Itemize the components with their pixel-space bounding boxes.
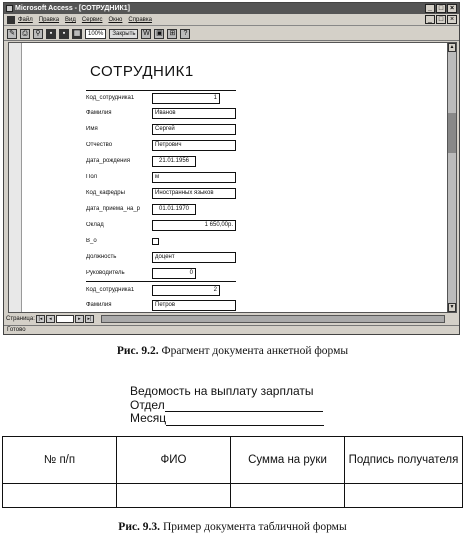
month-label: Месяц (130, 411, 167, 425)
field-row (86, 123, 236, 135)
field-label: Отчество (86, 142, 113, 148)
office-links-icon[interactable]: W (143, 29, 150, 37)
field-value: 0 (152, 268, 196, 279)
month-line (130, 412, 324, 426)
header-amount: Сумма на руки (231, 437, 345, 484)
new-object-icon[interactable]: ⊞ (167, 29, 177, 39)
toolbar (4, 27, 459, 41)
menu-view[interactable]: Вид (65, 17, 76, 23)
field-value: доцент (152, 252, 236, 263)
field-label: Фамилия (86, 110, 112, 116)
close-preview-button[interactable]: Закрыть (109, 29, 138, 39)
header-number: № п/п (3, 437, 117, 484)
design-view-icon[interactable]: ✎ (7, 29, 17, 39)
checkbox (152, 238, 159, 245)
form-title: СОТРУДНИК1 (90, 63, 194, 80)
dept-line (130, 399, 324, 413)
table-cell (345, 484, 463, 508)
window-title: Microsoft Access - [СОТРУДНИК1] (15, 5, 131, 12)
statement-header (130, 385, 324, 426)
caption-text: Пример документа табличной формы (162, 521, 347, 533)
header-name: ФИО (117, 437, 231, 484)
field-row (86, 187, 236, 199)
header-signature: Подпись получателя (345, 437, 463, 484)
field-value: Петрович (152, 140, 236, 151)
multiple-pages-icon[interactable]: ▦ (73, 29, 81, 37)
caption-number: Рис. 9.2. (116, 345, 159, 357)
minimize-button[interactable]: _ (425, 4, 435, 13)
field-value: 1 (152, 93, 220, 104)
menu-bar (4, 14, 459, 26)
field-row (86, 219, 236, 231)
field-label: Дата_приема_на_р (86, 206, 141, 212)
table-header-row (3, 437, 463, 484)
field-row (86, 92, 220, 104)
field-row (86, 155, 196, 167)
scroll-down-icon[interactable]: ▼ (449, 304, 455, 310)
zoom-select[interactable]: 100% (85, 29, 106, 39)
table-cell (231, 484, 345, 508)
access-app-icon (6, 5, 13, 12)
field-label: В_о (86, 238, 97, 244)
field-row (86, 107, 236, 119)
menu-edit[interactable]: Правка (38, 17, 60, 23)
field-value: м (152, 172, 236, 183)
horizontal-scrollbar[interactable] (101, 315, 445, 323)
prev-page-icon[interactable]: ◂ (46, 315, 55, 323)
table-row (3, 484, 463, 508)
record-separator (86, 90, 236, 91)
menu-window[interactable]: Окно (108, 17, 123, 23)
field-value: 21.01.1956 (152, 156, 196, 167)
field-row (86, 267, 196, 279)
figure-caption-9-2 (0, 345, 465, 357)
zoom-icon[interactable]: ⚲ (33, 29, 43, 39)
field-value: 01.01.1970 (152, 204, 196, 215)
figure-caption-9-3 (0, 521, 465, 533)
month-underline (166, 415, 324, 426)
close-button[interactable]: × (447, 4, 457, 13)
page-number-input[interactable] (56, 315, 74, 323)
field-row (86, 171, 236, 183)
maximize-button[interactable]: □ (436, 4, 446, 13)
caption-number: Рис. 9.3. (118, 521, 161, 533)
field-row (86, 235, 159, 247)
table-cell (3, 484, 117, 508)
field-row (86, 203, 196, 215)
field-label: Код_кафедры (86, 190, 125, 196)
first-page-icon[interactable]: |◂ (36, 315, 45, 323)
title-bar (4, 3, 459, 14)
field-value: Сергей (152, 124, 236, 135)
doc-restore-button[interactable]: □ (436, 15, 446, 24)
database-window-icon[interactable]: ▣ (156, 29, 163, 37)
dept-underline (165, 401, 323, 412)
field-value: Иностранных языков (152, 188, 236, 199)
vertical-scrollbar[interactable] (447, 42, 457, 313)
statement-title: Ведомость на выплату зарплаты (130, 384, 314, 398)
field-label: Имя (86, 126, 98, 132)
scroll-thumb[interactable] (448, 113, 456, 153)
field-label: Пол (86, 174, 98, 180)
last-page-icon[interactable]: ▸| (85, 315, 94, 323)
menu-file[interactable]: Файл (18, 17, 33, 23)
payment-table (2, 436, 463, 508)
table-cell (117, 484, 231, 508)
document-icon (7, 16, 15, 24)
doc-close-button[interactable]: × (447, 15, 457, 24)
field-value: Иванов (152, 108, 236, 119)
field-row (86, 139, 236, 151)
field-value: 1 650,00р. (152, 220, 236, 231)
vertical-ruler (9, 43, 22, 312)
menu-tools[interactable]: Сервис (81, 17, 103, 23)
print-icon[interactable]: ⎙ (20, 29, 30, 39)
caption-text: Фрагмент документа анкетной формы (161, 345, 349, 357)
scroll-up-icon[interactable]: ▲ (449, 44, 455, 50)
field-label: Фамилия (86, 302, 112, 308)
field-label: Код_сотрудника1 (86, 287, 135, 293)
print-preview-page (8, 42, 448, 313)
field-value: 2 (152, 285, 220, 296)
field-label: Должность (86, 254, 117, 260)
field-row (86, 284, 220, 296)
field-row (86, 251, 236, 263)
next-page-icon[interactable]: ▸ (75, 315, 84, 323)
page-navigation-bar (4, 314, 459, 324)
field-label: Оклад (86, 222, 104, 228)
field-label: Код_сотрудника1 (86, 95, 135, 101)
field-label: Дата_рождения (86, 158, 130, 164)
field-row (86, 299, 236, 311)
help-icon[interactable]: ? (180, 29, 190, 39)
two-pages-icon[interactable]: ▪ (59, 29, 69, 39)
dept-label: Отдел (130, 397, 165, 412)
access-window (3, 2, 460, 335)
status-bar: Готово (4, 325, 459, 334)
record-separator (86, 281, 236, 282)
page-label: Страница: (6, 316, 35, 322)
field-value: Петров (152, 300, 236, 311)
menu-help[interactable]: Справка (128, 17, 152, 23)
field-label: Руководитель (86, 270, 125, 276)
doc-minimize-button[interactable]: _ (425, 15, 435, 24)
one-page-icon[interactable]: ▪ (46, 29, 56, 39)
